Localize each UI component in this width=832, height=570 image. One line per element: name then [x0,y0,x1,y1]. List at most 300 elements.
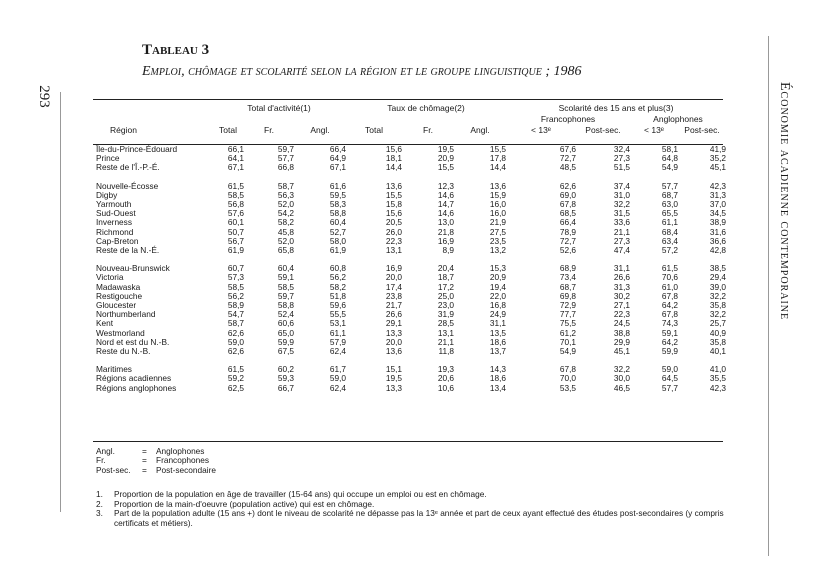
group-spacer [96,136,726,145]
group-spacer [96,255,726,264]
table-cell: 13,3 [385,382,402,393]
legend-meaning: Post-secondaire [156,464,216,475]
table-cell: 36,6 [709,235,726,246]
table-cell: 64,8 [661,153,678,164]
table-cell: 64,2 [661,300,678,311]
table-cell: 62,5 [227,382,244,393]
table-cell: 58,3 [329,199,346,210]
table-cell: 59,7 [277,144,294,154]
table-cell: 64,2 [661,336,678,347]
table-cell: 62,6 [227,346,244,357]
table-cell: 20,9 [489,272,506,283]
header-schooling: Scolarité des 15 ans et plus(3) [558,103,674,113]
table-cell: 16,9 [437,235,454,246]
table-cell: 32,2 [709,309,726,320]
table-cell: 19,3 [437,364,454,375]
table-row [96,237,726,246]
table-body [96,136,726,393]
table-cell: 19,5 [385,373,402,384]
table-cell: 51,5 [613,162,630,173]
table-cell: 29,9 [613,336,630,347]
legend-abbr: Fr. [96,455,106,466]
table-cell: 8,9 [442,245,454,256]
table-cell: 59,2 [227,373,244,384]
table-cell: 56,7 [227,235,244,246]
table-cell: 28,5 [437,318,454,329]
table-row [96,273,726,282]
table-cell: 56,3 [277,189,294,200]
table-cell: 34,5 [709,208,726,219]
footnote-number: 3. [96,508,103,519]
table-cell: 68,5 [559,208,576,219]
header-anglophones: Anglophones [653,114,703,124]
table-cell: 72,9 [559,300,576,311]
table-cell: 61,6 [329,180,346,191]
header-angl: Angl. [310,125,330,135]
table-row [96,310,726,319]
region-name: Régions acadiennes [96,373,172,384]
legend-equals: = [142,455,147,466]
table-cell: 70,1 [559,336,576,347]
table-cell: 67,6 [559,144,576,154]
region-name: Régions anglophones [96,382,177,393]
table-cell: 13,6 [385,180,402,191]
table-cell: 16,0 [489,208,506,219]
legend-equals: = [142,464,147,475]
table-cell: 29,1 [385,318,402,329]
table-cell: 27,3 [613,153,630,164]
table-row [96,182,726,191]
table-cell: 65,5 [661,208,678,219]
table-cell: 14,7 [437,199,454,210]
table-cell: 61,1 [329,327,346,338]
table-cell: 18,7 [437,272,454,283]
table-row [96,374,726,383]
region-name: Sud-Ouest [96,208,136,219]
table-cell: 35,8 [709,336,726,347]
table-cell: 24,5 [613,318,630,329]
table-cell: 35,8 [709,300,726,311]
table-cell: 53,5 [559,382,576,393]
table-cell: 23,5 [489,235,506,246]
footnote-text: Part de la population adulte (15 ans +) dont le niveau de scolarité ne dépasse pas la 13ᵉ année et part de ceux ayant effectué des études post-secondaires (y compris certificats et métiers). [114,508,724,528]
table-cell: 15,3 [489,263,506,274]
table-cell: 60,8 [329,263,346,274]
table-cell: 45,1 [613,346,630,357]
region-name: Richmond [96,226,134,237]
table-cell: 77,7 [559,309,576,320]
table-cell: 13,1 [437,327,454,338]
table-cell: 37,4 [613,180,630,191]
table-cell: 40,1 [709,346,726,357]
table-cell: 52,0 [277,199,294,210]
table-cell: 11,8 [438,346,454,357]
table-cell: 59,6 [329,300,346,311]
table-row [96,365,726,374]
table-cell: 54,7 [227,309,244,320]
table-cell: 50,7 [227,226,244,237]
legend-row [96,466,216,475]
table-cell: 59,0 [329,373,346,384]
table-cell: 61,9 [227,245,244,256]
table-cell: 32,2 [709,290,726,301]
legend-meaning: Anglophones [156,446,205,456]
table-cell: 45,1 [709,162,726,173]
region-name: Nouveau-Brunswick [96,263,170,274]
legend-equals: = [142,446,147,456]
legend-abbr: Angl. [96,446,115,456]
table-cell: 38,5 [709,263,726,274]
table-cell: 65,0 [277,327,294,338]
table-cell: 56,8 [227,199,244,210]
table-cell: 15,5 [437,162,454,173]
footnote-number: 1. [96,489,103,499]
table-cell: 58,8 [329,208,346,219]
table-cell: 69,0 [559,189,576,200]
region-name: Westmorland [96,327,145,338]
header-total: Total [365,125,383,135]
table-cell: 59,7 [277,290,294,301]
table-cell: 12,3 [437,180,454,191]
table-cell: 65,8 [277,245,294,256]
table-cell: 58,8 [277,300,294,311]
table-cell: 15,8 [385,199,402,210]
table-cell: 58,2 [329,281,346,292]
footnotes [96,490,726,528]
table-cell: 62,6 [559,180,576,191]
table-cell: 40,9 [709,327,726,338]
table-cell: 31,9 [437,309,454,320]
table-cell: 67,8 [661,290,678,301]
table-cell: 47,4 [613,245,630,256]
table-cell: 64,1 [227,153,244,164]
region-name: Northumberland [96,309,156,320]
table-cell: 70,6 [661,272,678,283]
table-cell: 16,0 [489,199,506,210]
table-cell: 16,8 [489,300,506,311]
table-cell: 26,0 [385,226,402,237]
table-cell: 27,5 [489,226,506,237]
table-cell: 20,4 [437,263,454,274]
table-cell: 41,0 [709,364,726,375]
table-cell: 57,6 [227,208,244,219]
table-row [96,209,726,218]
table-cell: 20,9 [437,153,454,164]
table-cell: 20,0 [385,336,402,347]
table-cell: 29,4 [709,272,726,283]
table-row [96,200,726,209]
table-cell: 14,4 [489,162,506,173]
table-cell: 56,2 [227,290,244,301]
table-cell: 19,4 [489,281,506,292]
footnote-text: Proportion de la population en âge de travailler (15-64 ans) qui occupe un emploi ou est en chômage. [114,489,487,499]
table-cell: 32,2 [613,364,630,375]
table-cell: 64,9 [329,153,346,164]
table-cell: 73,4 [559,272,576,283]
table-cell: 26,6 [385,309,402,320]
table-cell: 68,7 [661,189,678,200]
table-cell: 48,5 [559,162,576,173]
table-cell: 18,6 [489,336,506,347]
region-name: Reste du N.-B. [96,346,151,357]
top-rule [93,99,723,100]
table-cell: 31,0 [613,189,630,200]
table-cell: 14,6 [437,189,454,200]
table-cell: 42,3 [709,382,726,393]
table-cell: 37,0 [709,199,726,210]
region-name: Maritimes [96,364,132,375]
table-cell: 61,0 [661,281,678,292]
footnote-number: 2. [96,498,103,509]
table-caption: Emploi, chômage et scolarité selon la région et le groupe linguistique ; 1986 [142,64,582,79]
table-cell: 15,1 [385,364,402,375]
table-cell: 64,5 [661,373,678,384]
table-cell: 13,6 [489,180,506,191]
table-cell: 25,0 [437,290,454,301]
data-table [96,103,726,393]
table-cell: 54,2 [277,208,294,219]
table-cell: 22,0 [489,290,506,301]
header-unemployment: Taux de chômage(2) [387,103,465,113]
table-cell: 46,5 [613,382,630,393]
table-cell: 30,2 [613,290,630,301]
table-cell: 31,5 [613,208,630,219]
table-cell: 17,8 [489,153,506,164]
table-cell: 58,9 [227,300,244,311]
table-cell: 13,1 [385,245,402,256]
table-cell: 31,3 [613,281,630,292]
table-cell: 39,0 [709,281,726,292]
table-cell: 18,6 [489,373,506,384]
table-cell: 21,9 [489,217,506,228]
table-cell: 67,5 [277,346,294,357]
region-name: Prince [96,153,120,164]
table-cell: 74,3 [661,318,678,329]
table-cell: 59,1 [661,327,678,338]
table-cell: 15,6 [385,144,402,154]
table-cell: 78,9 [559,226,576,237]
table-cell: 15,5 [385,189,402,200]
table-cell: 59,9 [277,336,294,347]
table-cell: 32,4 [613,144,630,154]
table-cell: 58,5 [277,281,294,292]
table-cell: 67,1 [329,162,346,173]
table-cell: 59,9 [661,346,678,357]
table-cell: 13,6 [385,346,402,357]
header-fr: Fr. [264,125,274,135]
region-name: Digby [96,189,118,200]
table-cell: 61,2 [559,327,576,338]
table-cell: 18,1 [385,153,402,164]
table-row [96,283,726,292]
header-francophones: Francophones [540,114,596,124]
table-row [96,145,726,154]
table-cell: 61,9 [329,245,346,256]
region-name: Reste de l'Î.-P.-É. [96,162,160,173]
table-cell: 10,6 [437,382,454,393]
table-cell: 31,3 [709,189,726,200]
table-cell: 70,0 [559,373,576,384]
table-cell: 67,8 [559,364,576,375]
table-cell: 75,5 [559,318,576,329]
table-cell: 20,5 [385,217,402,228]
table-cell: 14,6 [437,208,454,219]
table-cell: 54,9 [559,346,576,357]
table-cell: 61,7 [329,364,346,375]
table-row [96,292,726,301]
table-cell: 15,6 [385,208,402,219]
table-cell: 57,7 [277,153,294,164]
region-name: Gloucester [96,300,137,311]
header-total: Total [219,125,237,135]
running-title: Économie acadienne contemporaine [777,82,792,321]
table-cell: 66,8 [277,162,294,173]
bottom-rule [93,441,723,442]
table-row [96,338,726,347]
table-cell: 31,1 [489,318,506,329]
table-cell: 62,4 [329,346,346,357]
table-cell: 45,8 [277,226,294,237]
table-cell: 60,2 [277,364,294,375]
table-cell: 60,6 [277,318,294,329]
table-cell: 72,7 [559,235,576,246]
table-cell: 21,7 [385,300,402,311]
table-row [96,319,726,328]
table-cell: 19,5 [437,144,454,154]
table-cell: 69,8 [559,290,576,301]
legend-meaning: Francophones [156,455,210,466]
header-angl: Angl. [470,125,490,135]
abbreviation-legend [96,447,216,475]
table-cell: 63,4 [661,235,678,246]
table-cell: 61,5 [227,180,244,191]
region-name: Reste de la N.-É. [96,245,160,256]
table-cell: 52,4 [277,309,294,320]
table-cell: 58,7 [277,180,294,191]
table-cell: 15,5 [489,144,506,154]
region-name: Kent [96,318,114,329]
table-cell: 13,7 [489,346,506,357]
table-cell: 52,7 [329,226,346,237]
region-name: Nouvelle-Écosse [96,180,159,191]
region-name: Madawaska [96,281,141,292]
header-fr: Fr. [423,125,433,135]
table-cell: 23,8 [385,290,402,301]
region-name: Victoria [96,272,124,283]
table-cell: 21,1 [613,226,630,237]
table-cell: 58,5 [227,189,244,200]
table-cell: 41,9 [709,144,726,154]
table-cell: 27,3 [613,235,630,246]
table-title: Tableau 3 [142,42,210,58]
table-cell: 59,0 [661,364,678,375]
table-cell: 67,1 [227,162,244,173]
table-cell: 67,8 [559,199,576,210]
table-cell: 54,9 [661,162,678,173]
table-cell: 60,4 [329,217,346,228]
table-cell: 52,0 [277,235,294,246]
header-activity: Total d'activité(1) [247,103,311,113]
table-cell: 33,6 [613,217,630,228]
table-row [96,301,726,310]
table-cell: 42,3 [709,180,726,191]
table-cell: 38,8 [613,327,630,338]
table-cell: 31,6 [709,226,726,237]
table-cell: 61,5 [227,364,244,375]
table-cell: 60,4 [277,263,294,274]
table-row [96,384,726,393]
table-cell: 57,2 [661,245,678,256]
table-cell: 25,7 [709,318,726,329]
table-cell: 62,6 [227,327,244,338]
table-row [96,218,726,227]
table-cell: 51,8 [329,290,346,301]
table-cell: 59,3 [277,373,294,384]
table-cell: 20,0 [385,272,402,283]
table-cell: 61,5 [661,263,678,274]
table-cell: 61,1 [661,217,678,228]
table-cell: 13,5 [489,327,506,338]
table-cell: 66,4 [559,217,576,228]
table-cell: 14,4 [385,162,402,173]
table-cell: 22,3 [613,309,630,320]
region-name: Restigouche [96,290,143,301]
table-cell: 58,1 [661,144,678,154]
table-row [96,228,726,237]
footnote [96,509,726,528]
table-cell: 13,4 [489,382,506,393]
table-cell: 32,2 [613,199,630,210]
table-cell: 14,3 [489,364,506,375]
table-cell: 58,5 [227,281,244,292]
table-cell: 66,7 [277,382,294,393]
table-cell: 21,8 [437,226,454,237]
table-cell: 16,9 [385,263,402,274]
table-cell: 59,5 [329,189,346,200]
footnote-text: Proportion de la main-d'oeuvre (population active) qui est en chômage. [114,498,375,509]
table-cell: 13,2 [489,245,506,256]
region-name: Île-du-Prince-Édouard [96,144,178,154]
page-number: 293 [35,85,52,108]
table-cell: 17,4 [385,281,402,292]
table-cell: 35,5 [709,373,726,384]
table-cell: 68,4 [661,226,678,237]
group-spacer [96,173,726,182]
header-region: Région [110,125,137,135]
table-cell: 17,2 [437,281,454,292]
table-cell: 24,9 [489,309,506,320]
table-row [96,329,726,338]
region-name: Nord et est du N.-B. [96,336,170,347]
table-cell: 22,3 [385,235,402,246]
table-cell: 59,0 [227,336,244,347]
header-postsec: Post-sec. [684,125,720,135]
table-cell: 31,1 [613,263,630,274]
table-cell: 55,5 [329,309,346,320]
header-lt13: < 13ᵉ [531,125,551,135]
table-cell: 60,7 [227,263,244,274]
table-row [96,264,726,273]
table-cell: 57,7 [661,382,678,393]
table-cell: 57,3 [227,272,244,283]
legend-abbr: Post-sec. [96,464,131,475]
table-cell: 58,2 [277,217,294,228]
table-cell: 72,7 [559,153,576,164]
table-cell: 35,2 [709,153,726,164]
right-margin-rule [768,36,769,556]
table-cell: 15,9 [489,189,506,200]
table-row [96,154,726,163]
